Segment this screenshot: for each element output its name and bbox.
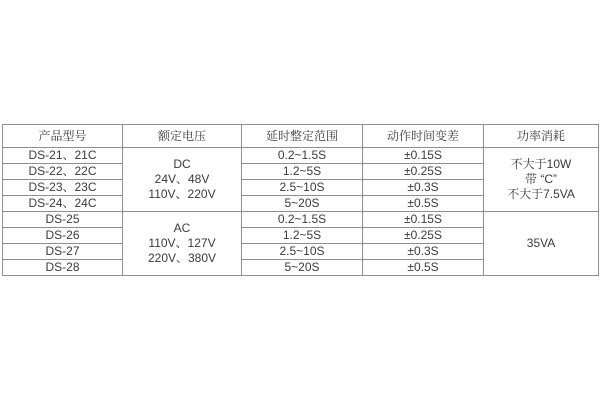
- variation-cell: ±0.15S: [363, 148, 484, 164]
- power-line: 带 “C”: [525, 172, 557, 186]
- variation-cell: ±0.3S: [363, 180, 484, 196]
- power-cell: [484, 212, 599, 276]
- header-action-time-variation: 动作时间变差: [363, 125, 484, 148]
- voltage-cell: [123, 212, 242, 276]
- range-cell: 2.5~10S: [242, 244, 363, 260]
- range-cell: 1.2~5S: [242, 228, 363, 244]
- voltage-line: 110V、220V: [148, 187, 216, 201]
- variation-cell: ±0.25S: [363, 228, 484, 244]
- table-row: [3, 212, 599, 228]
- range-cell: 1.2~5S: [242, 164, 363, 180]
- model-cell: DS-28: [3, 260, 123, 276]
- power-line: 35VA: [526, 236, 556, 250]
- model-cell: DS-21、21C: [3, 148, 123, 164]
- model-cell: DS-26: [3, 228, 123, 244]
- variation-cell: ±0.25S: [363, 164, 484, 180]
- table-row: [3, 148, 599, 164]
- model-cell: DS-27: [3, 244, 123, 260]
- header-rated-voltage: 额定电压: [123, 125, 242, 148]
- model-cell: DS-25: [3, 212, 123, 228]
- voltage-line: 110V、127V: [148, 236, 216, 250]
- voltage-line: 24V、48V: [154, 172, 210, 186]
- variation-cell: ±0.5S: [363, 260, 484, 276]
- range-cell: 0.2~1.5S: [242, 212, 363, 228]
- header-product-model: 产品型号: [3, 125, 123, 148]
- variation-cell: ±0.15S: [363, 212, 484, 228]
- power-cell: [484, 148, 599, 212]
- voltage-line: AC: [173, 221, 191, 235]
- voltage-line: 220V、380V: [147, 251, 217, 265]
- variation-cell: ±0.3S: [363, 244, 484, 260]
- model-cell: DS-23、23C: [3, 180, 123, 196]
- model-cell: DS-22、22C: [3, 164, 123, 180]
- range-cell: 2.5~10S: [242, 180, 363, 196]
- power-line: 不大于7.5VA: [507, 187, 575, 201]
- spec-table: [2, 124, 599, 276]
- header-delay-setting-range: 延时整定范围: [242, 125, 363, 148]
- variation-cell: ±0.5S: [363, 196, 484, 212]
- header-power-consumption: 功率消耗: [484, 125, 599, 148]
- header-row: [3, 125, 599, 148]
- range-cell: 0.2~1.5S: [242, 148, 363, 164]
- voltage-cell: [123, 148, 242, 212]
- range-cell: 5~20S: [242, 196, 363, 212]
- power-line: 不大于10W: [510, 157, 572, 171]
- model-cell: DS-24、24C: [3, 196, 123, 212]
- range-cell: 5~20S: [242, 260, 363, 276]
- voltage-line: DC: [173, 157, 191, 171]
